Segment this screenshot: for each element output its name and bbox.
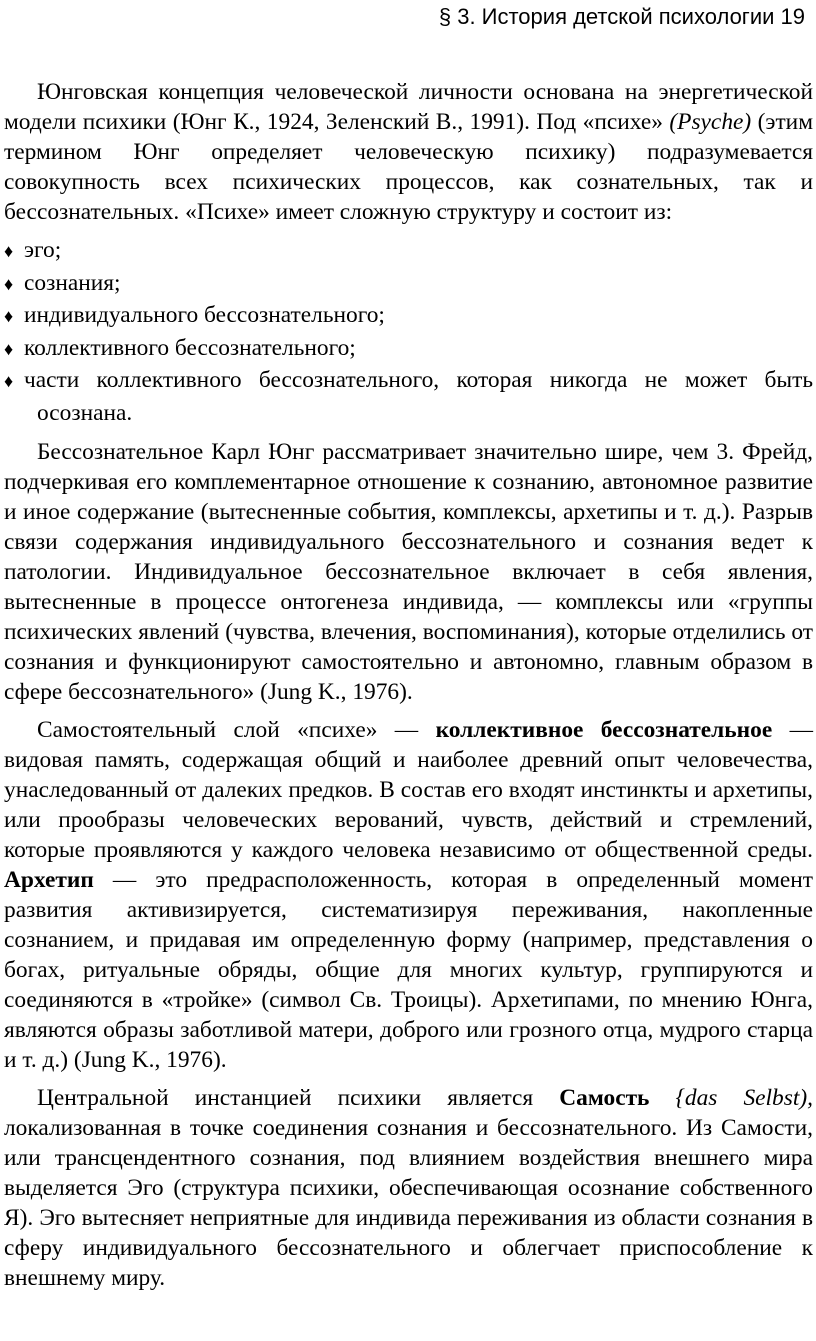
diamond-bullet-icon: ♦ — [4, 338, 14, 359]
list-item-text: сознания; — [24, 269, 121, 296]
diamond-bullet-icon: ♦ — [4, 273, 14, 294]
text-run: локализованная в точке соединения сознания и бессознательного. Из Самости, или трансцендентного сознания, под влиянием воздействия внешнего мира выделяется Эго (структура психики, обеспечивающая осознание собственного Я). Эго вытесняет неприятные для индивида переживания из области сознания в сферу индивидуального бессознательного и облегчает приспособление к внешнему миру. — [4, 1115, 813, 1291]
diamond-bullet-icon: ♦ — [4, 241, 14, 261]
paragraph-self — [4, 1083, 813, 1293]
diamond-bullet-icon: ♦ — [4, 371, 14, 391]
paragraph-unconscious: Бессознательное Карл Юнг рассматривает значительно шире, чем 3. Фрейд, подчеркивая его комплементарное отношение к сознанию, автономное развитие и иное содержание (вытесненные события, комплексы, архетипы и т. д.). Разрыв связи содержания индивидуального бессознательного и сознания ведет к патологии. Индивидуальное бессознательное включает в себя явления, вытесненные в процессе онтогенеза индивида, — комплексы или «группы психических явлений (чувства, влечения, воспоминания), которые отделились от сознания и функционируют самостоятельно и автономно, главным образом в сфере бессознательного» (Jung K., 1976). — [4, 439, 813, 705]
italic-term-das-selbst: {das Selbst), — [649, 1085, 813, 1111]
list-item-text: части коллективного бессознательного, которая никогда не может быть осознана. — [24, 367, 813, 426]
list-item-text: коллективного бессознательного; — [24, 334, 356, 361]
list-item — [4, 300, 813, 333]
paragraph-psyche-intro — [4, 77, 813, 227]
list-item-text: эго; — [24, 237, 62, 263]
text-run: Центральной инстанцией психики является — [37, 1085, 560, 1111]
list-item — [4, 235, 813, 268]
running-header: § 3. История детской психологии 19 — [438, 4, 805, 29]
bold-term-self: Самость — [559, 1085, 650, 1111]
text-run: Юнговская концепция человеческой личности основана на энергетической модели психики (Юнг К., 1924, Зеленский В., 1991). Под «психе» — [4, 79, 813, 135]
paragraph-collective-unconscious — [4, 715, 813, 1075]
psyche-structure-list — [4, 235, 813, 429]
list-item-text: индивидуального бессознательного; — [24, 302, 385, 328]
text-run: Самостоятельный слой «психе» — — [37, 717, 436, 743]
diamond-bullet-icon: ♦ — [4, 306, 14, 326]
body-text — [4, 77, 813, 1293]
list-item — [4, 333, 813, 366]
list-item — [4, 268, 813, 301]
bold-term-collective-unconscious: коллективное бессознательное — [435, 717, 773, 743]
italic-term-psyche: (Psyche) — [669, 109, 752, 135]
text-run: — это предрасположенность, которая в определенный момент развития активизируется, систематизируя переживания, накопленные сознанием, и придавая им определенную форму (например, представления о богах, ритуальные обряды, общие для многих культур, группируются и соединяются в «тройке» (символ Св. Троицы). Архетипами, по мнению Юнга, являются образы заботливой матери, доброго или грозного отца, мудрого старца и т. д.) (Jung K., 1976). — [4, 867, 813, 1073]
text-run: (этим термином Юнг определяет человеческую психику) подразумевается совокупность всех психических процессов, как сознательных, так и бессознательных. «Психе» имеет сложную структуру и состоит из: — [4, 109, 813, 225]
bold-term-archetype: Архетип — [4, 867, 94, 893]
list-item — [4, 365, 813, 429]
text-run: — видовая память, содержащая общий и наиболее древний опыт человечества, унаследованный от далеких предков. В состав его входят инстинкты и архетипы, или прообразы человеческих верований, чувств, действий и стремлений, которые проявляются у каждого человека независимо от общественной среды. — [4, 717, 813, 863]
